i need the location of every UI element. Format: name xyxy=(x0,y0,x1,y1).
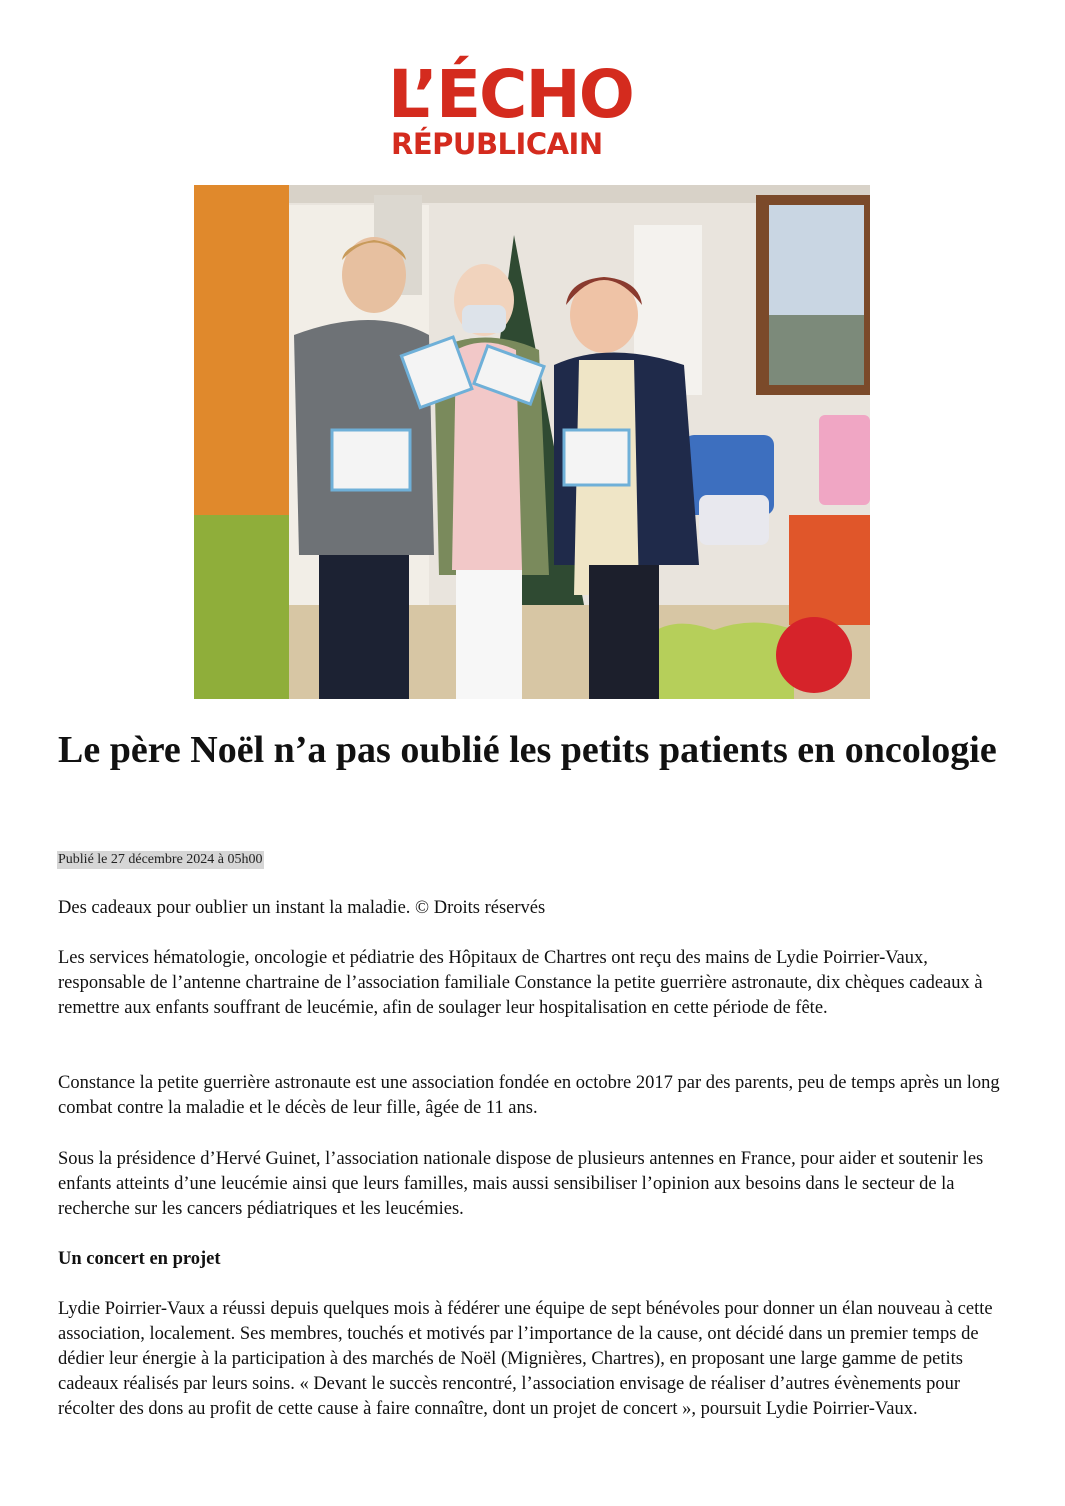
article-photo xyxy=(194,185,870,699)
logo-subtitle: RÉPUBLICAIN xyxy=(391,127,603,161)
logo-title: L’ÉCHO xyxy=(388,56,633,133)
article-paragraph: Constance la petite guerrière astronaute est une association fondée en octobre 2017 par des parents, peu de temps après un long combat contre la maladie et le décès de leur fille, âgée de 11 ans. xyxy=(58,1073,1000,1118)
article-paragraph: Lydie Poirrier-Vaux a réussi depuis quelques mois à fédérer une équipe de sept bénévoles pour donner un élan nouveau à cette association, localement. Ses membres, touchés et motivés par l’importance de la cause, ont décidé dans un premier temps de dédier leur énergie à la participation à des marchés de Noël (Mignières, Chartres), en proposant une large gamme de petits cadeaux réalisés par leurs soins. « Devant le succès rencontré, l’association envisage de réaliser d’autres évènements pour récolter des dons au profit de cette cause à faire connaître, dont un projet de concert », poursuit Lydie Poirrier-Vaux. xyxy=(58,1299,993,1419)
article-subheading: Un concert en projet xyxy=(58,1249,221,1269)
article-headline: Le père Noël n’a pas oublié les petits patients en oncologie xyxy=(58,729,997,771)
article-paragraph: Sous la présidence d’Hervé Guinet, l’association nationale dispose de plusieurs antennes en France, pour aider et soutenir les enfants atteints d’une leucémie ainsi que leurs familles, mais aussi sensibiliser l’opinion aux besoins dans le secteur de la recherche sur les cancers pédiatriques et les leucémies. xyxy=(58,1149,984,1219)
article-paragraph: Les services hématologie, oncologie et pédiatrie des Hôpitaux de Chartres ont reçu des mains de Lydie Poirrier-Vaux, responsable de l’antenne chartraine de l’association familiale Constance la petite guerrière astronaute, dix chèques cadeaux à remettre aux enfants souffrant de leucémie, afin de soulager leur hospitalisation en cette période de fête. xyxy=(58,948,983,1018)
masthead-logo xyxy=(388,56,678,166)
photo-caption: Des cadeaux pour oublier un instant la maladie. © Droits réservés xyxy=(58,898,546,918)
publish-date: Publié le 27 décembre 2024 à 05h00 xyxy=(58,852,263,867)
